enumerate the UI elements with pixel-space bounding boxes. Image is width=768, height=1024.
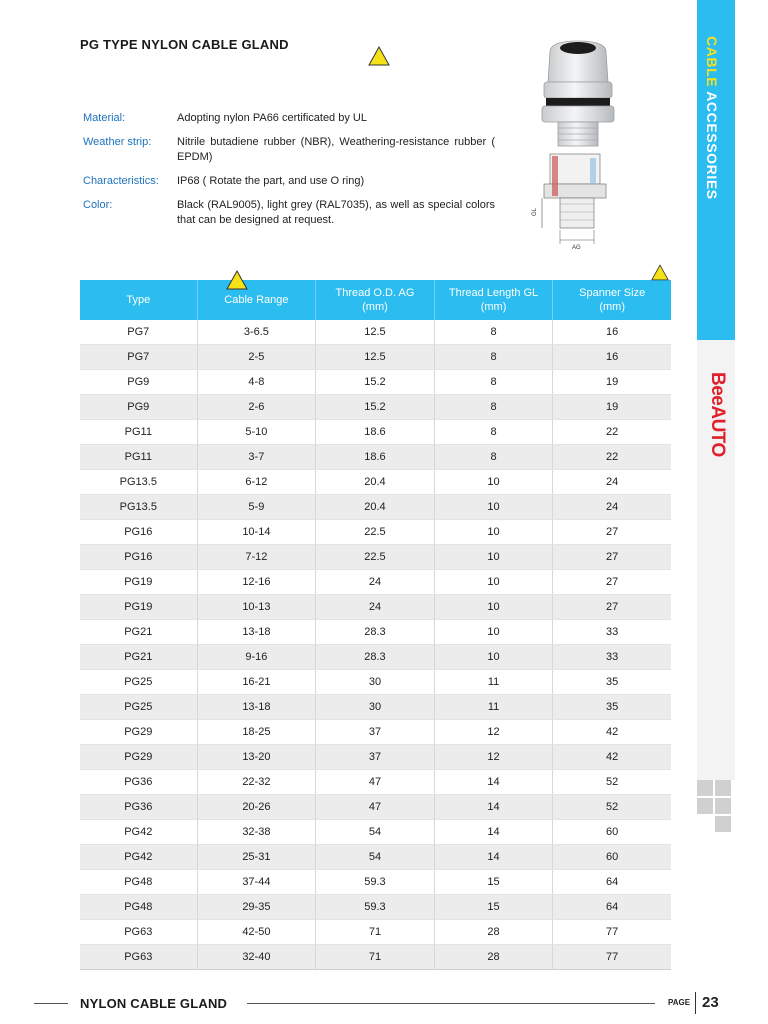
warning-triangle-icon [226, 270, 248, 290]
page-label: PAGE [668, 998, 691, 1007]
table-cell: 27 [553, 520, 671, 545]
table-cell: 24 [316, 570, 435, 595]
table-cell: PG36 [80, 795, 197, 820]
table-cell: PG7 [80, 320, 197, 345]
table-cell: 19 [553, 395, 671, 420]
page-number: 23 [702, 994, 719, 1011]
table-cell: 22-32 [197, 770, 316, 795]
table-cell: 15 [434, 870, 553, 895]
table-cell: 77 [553, 945, 671, 970]
table-cell: PG48 [80, 895, 197, 920]
table-cell: 8 [434, 395, 553, 420]
dimension-diagram [530, 150, 624, 260]
table-row [80, 720, 671, 745]
table-cell: PG29 [80, 745, 197, 770]
table-cell: 22.5 [316, 545, 435, 570]
side-category-label [704, 36, 720, 200]
brand-logo: BeeAUTO [707, 372, 728, 457]
table-row [80, 895, 671, 920]
table-cell: 22.5 [316, 520, 435, 545]
table-row [80, 595, 671, 620]
table-cell: 20-26 [197, 795, 316, 820]
table-row [80, 370, 671, 395]
table-cell: 42 [553, 720, 671, 745]
table-cell: 29-35 [197, 895, 316, 920]
table-cell: 25-31 [197, 845, 316, 870]
table-cell: PG42 [80, 820, 197, 845]
spec-list [83, 111, 495, 237]
table-cell: PG9 [80, 395, 197, 420]
column-header-thread-length: Thread Length GL (mm) [434, 280, 553, 320]
table-cell: 4-8 [197, 370, 316, 395]
table-row [80, 520, 671, 545]
table-cell: PG25 [80, 670, 197, 695]
spec-value: Black (RAL9005), light grey (RAL7035), as well as special colors that can be designed at request. [177, 199, 495, 226]
table-cell: 47 [316, 770, 435, 795]
table-cell: 5-9 [197, 495, 316, 520]
table-cell: 52 [553, 770, 671, 795]
table-row [80, 645, 671, 670]
table-row [80, 320, 671, 345]
footer-divider-left [34, 1003, 68, 1004]
table-row [80, 420, 671, 445]
table-row [80, 920, 671, 945]
table-cell: 24 [553, 470, 671, 495]
table-cell: 52 [553, 795, 671, 820]
table-cell: 28 [434, 945, 553, 970]
table-cell: 30 [316, 695, 435, 720]
table-cell: 12.5 [316, 320, 435, 345]
table-cell: 10 [434, 520, 553, 545]
table-cell: PG11 [80, 420, 197, 445]
table-cell: 27 [553, 570, 671, 595]
table-row [80, 820, 671, 845]
footer-divider-right [247, 1003, 655, 1004]
table-cell: 47 [316, 795, 435, 820]
column-header-cable-range: Cable Range [197, 280, 316, 320]
category-rest: ACCESSORIES [704, 87, 720, 200]
table-cell: 27 [553, 595, 671, 620]
table-row [80, 545, 671, 570]
table-cell: PG7 [80, 345, 197, 370]
table-cell: 10 [434, 470, 553, 495]
table-cell: 10-13 [197, 595, 316, 620]
table-row [80, 695, 671, 720]
ag-label: AG [572, 245, 581, 251]
table-cell: 64 [553, 895, 671, 920]
table-cell: 35 [553, 695, 671, 720]
table-cell: 14 [434, 795, 553, 820]
warning-triangle-icon [651, 264, 669, 281]
table-cell: 12.5 [316, 345, 435, 370]
table-cell: 11 [434, 695, 553, 720]
table-cell: 9-16 [197, 645, 316, 670]
table-cell: 28.3 [316, 645, 435, 670]
table-cell: 22 [553, 445, 671, 470]
table-cell: 20.4 [316, 470, 435, 495]
table-cell: 14 [434, 770, 553, 795]
table-cell: 22 [553, 420, 671, 445]
cable-gland-spec-table [80, 280, 671, 970]
spec-label: Material: [83, 112, 126, 124]
table-cell: PG19 [80, 570, 197, 595]
table-cell: PG21 [80, 620, 197, 645]
table-cell: 35 [553, 670, 671, 695]
table-cell: PG29 [80, 720, 197, 745]
table-cell: 20.4 [316, 495, 435, 520]
table-row [80, 620, 671, 645]
table-cell: 8 [434, 320, 553, 345]
table-cell: 10 [434, 595, 553, 620]
table-cell: 32-40 [197, 945, 316, 970]
table-row [80, 570, 671, 595]
table-cell: 28 [434, 920, 553, 945]
table-cell: 5-10 [197, 420, 316, 445]
table-cell: PG63 [80, 920, 197, 945]
spec-value: Nitrile butadiene rubber (NBR), Weathering-resistance rubber ( EPDM) [177, 136, 495, 163]
table-cell: 18.6 [316, 445, 435, 470]
table-cell: 8 [434, 370, 553, 395]
table-cell: 42-50 [197, 920, 316, 945]
table-cell: 37 [316, 745, 435, 770]
table-cell: 15.2 [316, 370, 435, 395]
table-cell: 54 [316, 845, 435, 870]
table-cell: 64 [553, 870, 671, 895]
category-highlight: CABLE [704, 36, 720, 88]
table-cell: 18-25 [197, 720, 316, 745]
table-cell: 59.3 [316, 895, 435, 920]
table-cell: 71 [316, 920, 435, 945]
table-cell: 24 [316, 595, 435, 620]
table-row [80, 845, 671, 870]
table-cell: 12 [434, 745, 553, 770]
table-cell: PG11 [80, 445, 197, 470]
gl-label: GL [532, 207, 538, 216]
table-cell: PG9 [80, 370, 197, 395]
table-cell: 8 [434, 445, 553, 470]
table-cell: 8 [434, 345, 553, 370]
table-cell: 13-20 [197, 745, 316, 770]
table-cell: PG13.5 [80, 470, 197, 495]
column-header-thread-od: Thread O.D. AG (mm) [316, 280, 435, 320]
table-cell: 10 [434, 645, 553, 670]
table-row [80, 495, 671, 520]
table-cell: 8 [434, 420, 553, 445]
spec-value: Adopting nylon PA66 certificated by UL [177, 112, 367, 124]
table-cell: 6-12 [197, 470, 316, 495]
spec-color [83, 198, 495, 228]
table-cell: PG16 [80, 520, 197, 545]
table-cell: 13-18 [197, 620, 316, 645]
table-row [80, 770, 671, 795]
footer-title: NYLON CABLE GLAND [80, 996, 228, 1011]
table-row [80, 745, 671, 770]
table-row [80, 870, 671, 895]
column-header-spanner-size: Spanner Size (mm) [553, 280, 671, 320]
table-cell: 7-12 [197, 545, 316, 570]
table-cell: 60 [553, 845, 671, 870]
table-header-row [80, 280, 671, 320]
table-cell: 16 [553, 345, 671, 370]
table-cell: 16 [553, 320, 671, 345]
table-cell: 59.3 [316, 870, 435, 895]
table-cell: 15 [434, 895, 553, 920]
table-cell: 10 [434, 620, 553, 645]
table-cell: 28.3 [316, 620, 435, 645]
table-cell: PG36 [80, 770, 197, 795]
table-cell: 10 [434, 495, 553, 520]
spec-label: Characteristics: [83, 175, 159, 187]
spec-characteristics [83, 174, 495, 189]
cable-gland-product-image [536, 38, 620, 148]
table-cell: 71 [316, 945, 435, 970]
table-row [80, 345, 671, 370]
table-cell: 32-38 [197, 820, 316, 845]
table-cell: 60 [553, 820, 671, 845]
table-cell: 18.6 [316, 420, 435, 445]
table-cell: 16-21 [197, 670, 316, 695]
table-cell: PG63 [80, 945, 197, 970]
table-cell: 37-44 [197, 870, 316, 895]
table-cell: PG42 [80, 845, 197, 870]
table-cell: 42 [553, 745, 671, 770]
table-cell: 10 [434, 545, 553, 570]
table-cell: 37 [316, 720, 435, 745]
page-separator [695, 992, 696, 1014]
spec-label: Weather strip: [83, 136, 152, 148]
table-cell: 14 [434, 845, 553, 870]
table-cell: PG48 [80, 870, 197, 895]
table-cell: 10 [434, 570, 553, 595]
table-cell: PG21 [80, 645, 197, 670]
table-cell: 11 [434, 670, 553, 695]
table-cell: 33 [553, 620, 671, 645]
table-cell: 2-5 [197, 345, 316, 370]
table-cell: 3-7 [197, 445, 316, 470]
table-row [80, 670, 671, 695]
table-cell: 30 [316, 670, 435, 695]
table-row [80, 395, 671, 420]
table-row [80, 795, 671, 820]
table-cell: 19 [553, 370, 671, 395]
table-cell: 24 [553, 495, 671, 520]
table-cell: PG13.5 [80, 495, 197, 520]
table-cell: 27 [553, 545, 671, 570]
table-cell: 3-6.5 [197, 320, 316, 345]
table-cell: PG19 [80, 595, 197, 620]
column-header-type: Type [80, 280, 197, 320]
spec-material [83, 111, 495, 126]
table-cell: 15.2 [316, 395, 435, 420]
table-cell: 12 [434, 720, 553, 745]
table-cell: PG25 [80, 695, 197, 720]
page-title: PG TYPE NYLON CABLE GLAND [80, 37, 289, 52]
table-cell: 33 [553, 645, 671, 670]
table-row [80, 445, 671, 470]
spec-weather-strip [83, 135, 495, 165]
table-cell: 54 [316, 820, 435, 845]
table-cell: 12-16 [197, 570, 316, 595]
table-cell: 10-14 [197, 520, 316, 545]
spec-label: Color: [83, 199, 113, 211]
warning-triangle-icon [368, 46, 390, 66]
spec-value: IP68 ( Rotate the part, and use O ring) [177, 175, 365, 187]
table-cell: PG16 [80, 545, 197, 570]
table-cell: 77 [553, 920, 671, 945]
table-row [80, 945, 671, 970]
table-cell: 14 [434, 820, 553, 845]
table-cell: 13-18 [197, 695, 316, 720]
table-cell: 2-6 [197, 395, 316, 420]
table-row [80, 470, 671, 495]
